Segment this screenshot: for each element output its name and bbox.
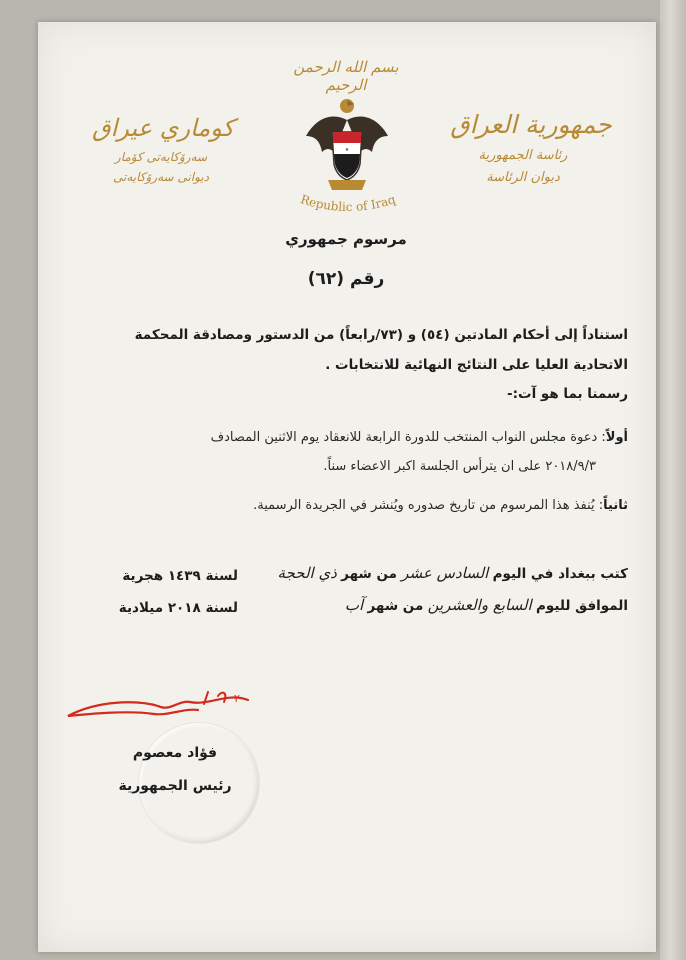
corresponding-prefix: الموافق لليوم (536, 598, 628, 614)
article-second (68, 498, 628, 513)
corresponding-month-prefix: من شهر (367, 598, 424, 614)
decree-number: رقم (٦٢) (307, 269, 385, 289)
signatory-name: فؤاد معصوم (132, 745, 218, 761)
letterhead-arabic-line2: ديوان الرئاسة (486, 170, 560, 185)
letterhead-kurdish-line2: دیوانی سەرۆکایەتی (113, 170, 209, 184)
decree-page (38, 22, 656, 952)
article-second-label: ثانياً (603, 498, 628, 513)
decree-title: مرسوم جمهوري (285, 230, 407, 248)
decree-intro: رسمنا بما هو آت:- (507, 386, 628, 402)
article-first-line2: ٢٠١٨/٩/٣ على ان يترأس الجلسة اكبر الاعضاء سناً. (323, 459, 596, 474)
gregorian-year: لسنة ٢٠١٨ ميلادية (118, 600, 238, 616)
article-first-text: : دعوة مجلس النواب المنتخب للدورة الرابعة للانعقاد يوم الاثنين المصادف (210, 430, 606, 445)
red-signature-icon (58, 682, 258, 742)
svg-text:٢: ٢ (234, 692, 240, 705)
article-first-label: أولاً (605, 430, 628, 445)
letterhead-kurdish-title: كوماري عيراق (91, 114, 235, 142)
written-prefix: كتب ببغداد في اليوم (492, 566, 628, 582)
handwritten-day: السادس عشر (401, 564, 489, 582)
handwritten-corresponding-month: آب (344, 596, 364, 614)
corresponding-date-line (248, 596, 628, 614)
basmala: بسم الله الرحمن الرحيم (293, 58, 399, 94)
iraq-eagle-emblem-icon (302, 92, 392, 200)
svg-text:★: ★ (344, 147, 350, 153)
handwritten-corresponding-day: السابع والعشرين (427, 596, 532, 614)
preamble-line2: الاتحادية العليا على النتائج النهائية للانتخابات . (325, 357, 628, 373)
emblem-caption (278, 194, 418, 224)
article-second-text: : يُنفذ هذا المرسوم من تاريخ صدوره ويُنشر في الجريدة الرسمية. (253, 498, 604, 513)
article-first-line1 (68, 430, 628, 445)
written-date-line (248, 564, 628, 582)
hijri-year: لسنة ١٤٣٩ هجرية (122, 568, 238, 584)
handwritten-month: ذي الحجة (277, 564, 337, 582)
preamble-line1: استناداً إلى أحكام المادتين (٥٤) و (٧٣/رابعاً) من الدستور ومصادقة المحكمة (134, 327, 628, 343)
letterhead-arabic-title: جمهورية العراق (450, 110, 612, 139)
signatory-title: رئيس الجمهورية (118, 778, 232, 794)
paper-edge-shadow (660, 0, 686, 960)
letterhead-kurdish-line1: سەرۆکایەتی کۆمار (114, 150, 208, 164)
svg-text:Republic of Iraq: Republic of Iraq (298, 194, 398, 215)
letterhead-arabic-line1: رئاسة الجمهورية (478, 148, 568, 163)
written-month-prefix: من شهر (341, 566, 397, 582)
